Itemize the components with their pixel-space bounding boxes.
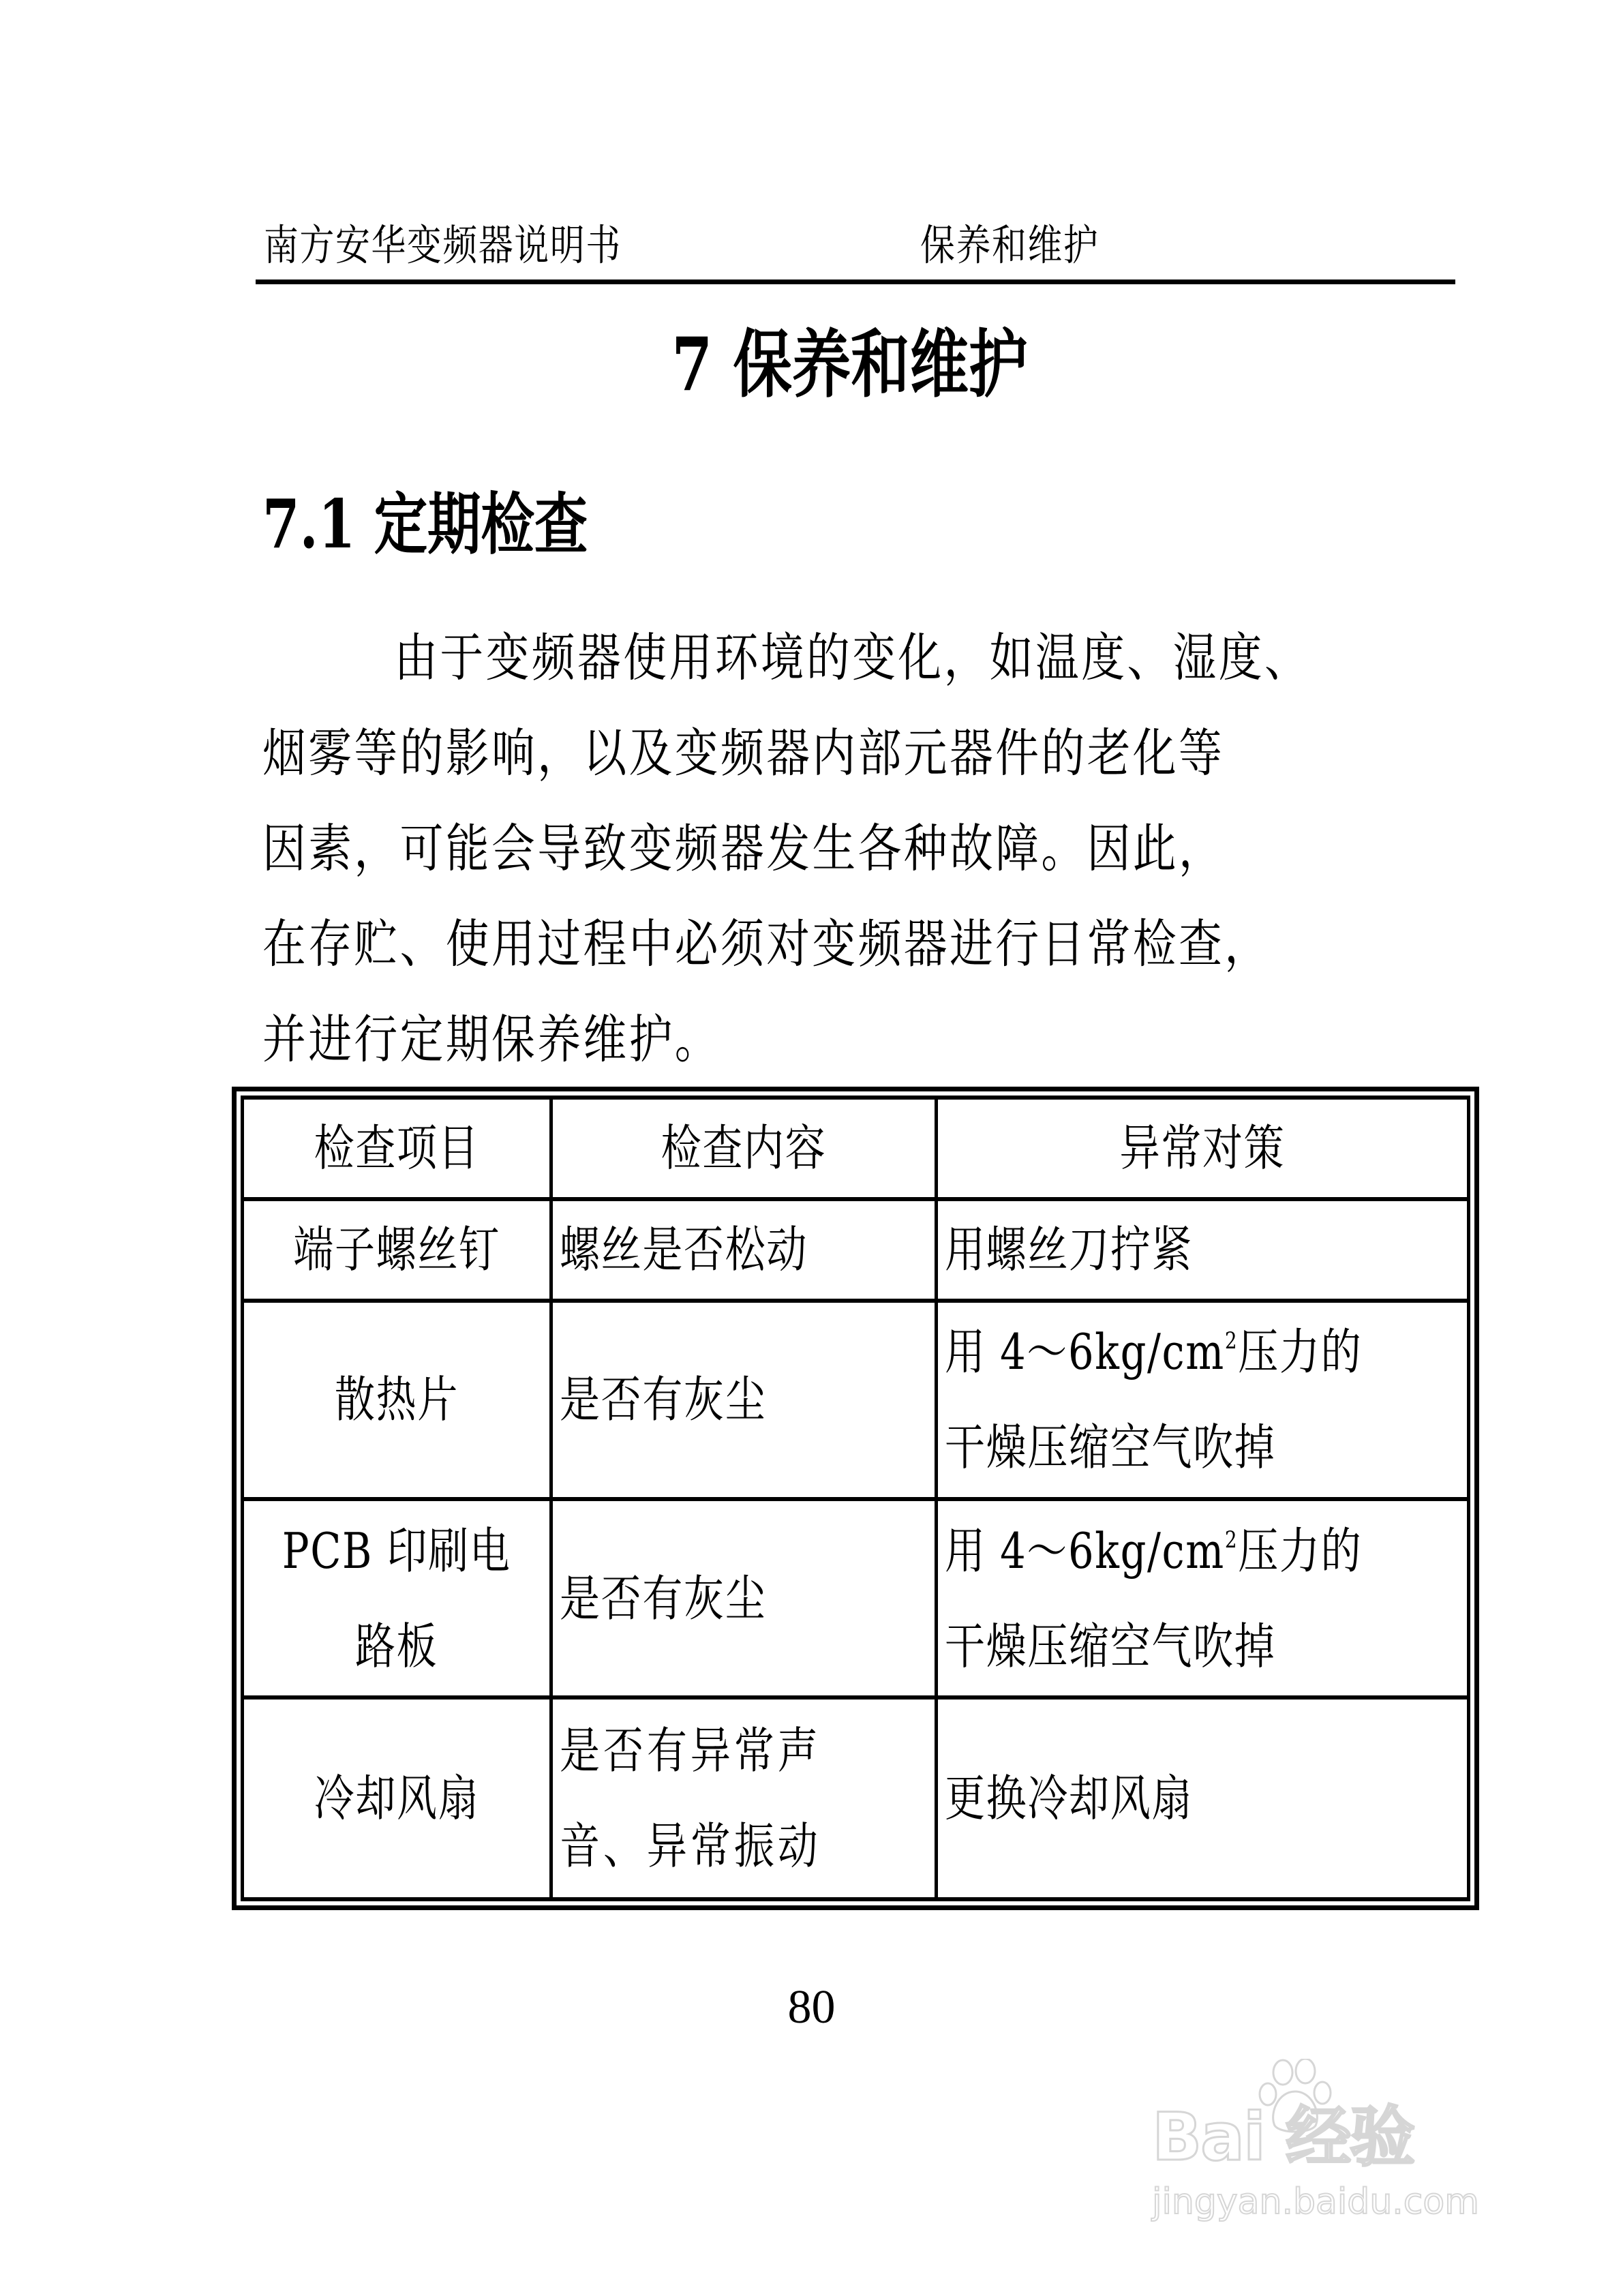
- cell-action: 更换冷却风扇: [937, 1697, 1469, 1899]
- inspection-table: [241, 1096, 1470, 1901]
- table-row: [243, 1301, 1469, 1499]
- paragraph-line: 烟雾等的影响，以及变频器内部元器件的老化等: [262, 723, 1225, 783]
- superscript-2: 2: [1224, 1327, 1239, 1355]
- cell-item: 散热片: [243, 1301, 551, 1499]
- cell-item: 端子螺丝钉: [243, 1199, 551, 1301]
- cell-action: [937, 1301, 1469, 1499]
- cell-content: 螺丝是否松动: [551, 1199, 937, 1301]
- cell-action: 用螺丝刀拧紧: [937, 1199, 1469, 1301]
- superscript-2: 2: [1224, 1526, 1239, 1554]
- table-row: [243, 1697, 1469, 1899]
- inspection-table-frame: [232, 1087, 1479, 1910]
- header-chapter-name: 保养和维护: [920, 220, 1099, 270]
- header-cell-action: 异常对策: [937, 1098, 1469, 1199]
- action-line: 用 $4\sim 6kg/cm^2$压力的: [945, 1323, 1363, 1381]
- action-line: 干燥压缩空气吹掉: [945, 1617, 1276, 1675]
- paragraph-line: 由于变频器使用环境的变化，如温度、湿度、: [394, 627, 1311, 688]
- header-divider: [256, 280, 1455, 284]
- action-line: 干燥压缩空气吹掉: [945, 1419, 1276, 1477]
- header-cell-content: 检查内容: [551, 1098, 937, 1199]
- paragraph-line: 因素，可能会导致变频器发生各种故障。因此，: [262, 818, 1225, 879]
- cell-content: 是否有异常声 音、异常振动: [551, 1697, 937, 1899]
- table-header-row: [243, 1098, 1469, 1199]
- section-title: 7.1 定期检查: [262, 485, 588, 564]
- cell-item: 冷却风扇: [243, 1697, 551, 1899]
- book-title: 南方安华变频器说明书: [264, 220, 622, 270]
- watermark-brand: Bai 经验: [1152, 2099, 1414, 2175]
- cell-action: [937, 1499, 1469, 1697]
- header-cell-item: 检查项目: [243, 1098, 551, 1199]
- action-line: 用 $4\sim 6kg/cm^2$压力的: [945, 1522, 1363, 1580]
- running-header: [256, 205, 1455, 280]
- table-row: [243, 1199, 1469, 1301]
- chapter-title-text: 7 保养和维护: [671, 322, 1028, 408]
- chapter-title: [0, 320, 1623, 409]
- page-number: 80: [787, 1981, 836, 2034]
- cell-content: 是否有灰尘: [551, 1499, 937, 1697]
- paragraph-line: 在存贮、使用过程中必须对变频器进行日常检查，: [262, 913, 1271, 974]
- watermark-url: jingyan.baidu.com: [1152, 2181, 1479, 2222]
- table-row: [243, 1499, 1469, 1697]
- cell-item: PCB 印刷电 路板: [243, 1499, 551, 1697]
- cell-content: 是否有灰尘: [551, 1301, 937, 1499]
- baidu-jingyan-watermark: [1152, 2059, 1534, 2236]
- body-paragraph: [262, 610, 1476, 1087]
- paragraph-line: 并进行定期保养维护。: [262, 1009, 721, 1070]
